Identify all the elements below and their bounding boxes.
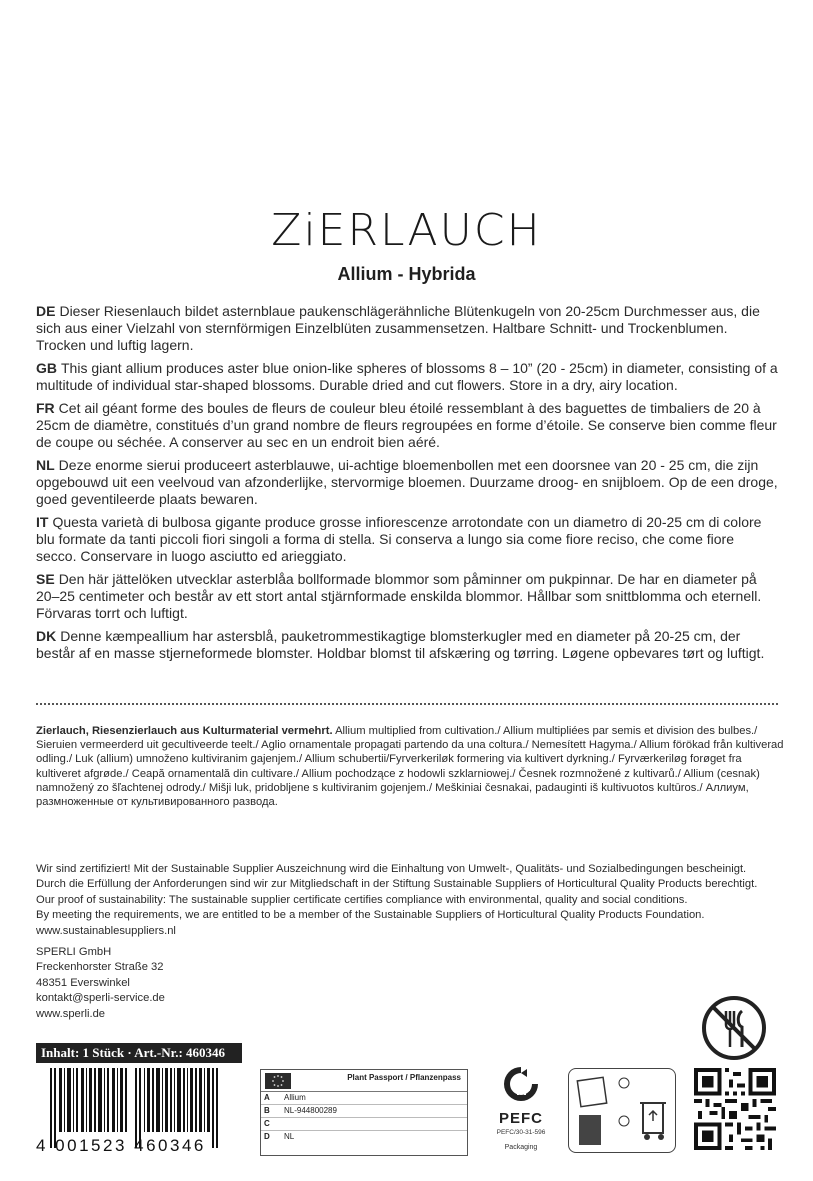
description-it: IT Questa varietà di bulbosa gigante produce grosse infiorescenze arrotondate con un diametro di 20-25 cm di colore blu formate da tanti piccoli fiori singoli a forma di stella. Si conserva a lungo sia come fiore reciso, che come fiore secco. Conservare in luogo asciutto ed arieggiato. [36,514,762,564]
content-label: Inhalt: 1 Stück · Art.-Nr.: 460346 [36,1043,242,1063]
description-gb: GB This giant allium produces aster blue onion-like spheres of blossoms 8 – 10” (20 - 25cm) in diameter, consisting of a multitude of individual star-shaped blossoms. Durable dried and cut flowers. Store in a dry, airy location. [36,360,778,393]
not-for-consumption-icon [699,993,769,1063]
dotted-divider [36,703,778,705]
passport-row: A Allium [261,1092,467,1105]
pefc-word: PEFC [498,1110,543,1127]
origin-statement: Zierlauch, Riesenzierlauch aus Kulturmaterial vermehrt. Allium multiplied from cultivation./ Allium multipliées par semis et division des bulbes./ Sieruien vermeerderd uit gecultiveerde teelt./ Aglio ornamentale propagati partendo da una coltura./ Nemesített Hagyma./ Allium förökad från kultiverad odling./ Luk (allium) umnoženo kultiviranim gajenjem./ Allium schubertii/Fyrverkeriløk formering via kultivert dyrkning./ Fyrværkeriløg forøget fra kultiveret afgrøde./ Ceapă ornamentală din cultivare./ Allium pochodzące z hodowli szklarniowej./ Česnek rozmnožené z kultivarů./ Allium (cesnak) namnožený zo šľachtenej odrody./ Mišji luk, pridobljene s kultiviranim gojenjem./ Meškiniai česnakai, padauginti iš kultivuotos kultūros./ Аллиум, размноженные от культивированного развода. [36,725,784,809]
pefc-packaging: Packaging [504,1144,538,1151]
product-subtitle: Allium - Hybrida [337,264,476,284]
description-fr: FR Cet ail géant forme des boules de fleurs de couleur bleu étoilé ressemblant à des baguettes de timbaliers de 20 à 25cm de diamètre, constitués d’un grand nombre de fleurs regroupées en forme d’étoile. Se conserve bien comme fleur de coupe ou séchée. A conserver au sec en un endroit bien aéré. [36,400,777,450]
product-title: ZiERLAUCH [271,205,542,256]
certification-text: Wir sind zertifiziert! Mit der Sustainable Supplier Auszeichnung wird die Einhaltung von Umwelt-, Qualitäts- und Sozialbedingungen bescheinigt. Durch die Erfüllung der Anforderungen sind wir zur Mitgliedschaft in der Stiftung Sustainable Suppliers of Horticultural Quality Products berechtigt. Our proof of sustainability: The sustainable supplier certificate certifies compliance with environmental, quality and social conditions. By meeting the requirements, we are entitled to be a member of the Sustainable Suppliers of Horticultural Quality Products Foundation. www.sustainablesuppliers.nl [36,862,796,939]
certification-link[interactable]: www.sustainablesuppliers.nl [36,924,176,937]
eu-flag-icon [265,1073,291,1089]
passport-title: Plant Passport / Pflanzenpass [347,1073,461,1082]
company-website[interactable]: www.sperli.de [36,1007,106,1020]
description-se: SE Den här jättelöken utvecklar asterblåa bollformade blommor som påminner om pukpinnar. De har en diameter på 20–25 centimeter och består av ett stort antal stjärnformade enskilda blommor. Hållbar som snittblomma och eternell. Förvaras torrt och luftigt. [36,571,762,621]
pefc-logo-icon [501,1065,541,1103]
description-dk: DK Denne kæmpeallium har astersblå, pauketrommestikagtige blomsterkugler med en diameter på 20-25 cm, der består af en masse stjerneformede blomster. Holdbar blomst til afskæring og tørring. Løgene opbevares tørt og luftigt. [36,628,765,661]
pefc-label [488,1065,554,1151]
passport-row: D NL [264,1132,295,1141]
plant-passport [260,1069,468,1156]
recycling-icon [568,1068,676,1153]
contact-email[interactable]: kontakt@sperli-service.de [36,992,165,1005]
descriptions [36,303,778,668]
pefc-code: PEFC/30-31-596 [496,1129,546,1136]
passport-row: C [261,1118,467,1131]
qr-code-icon [694,1068,776,1150]
description-de: DE Dieser Riesenlauch bildet asternblaue paukenschlägerähnliche Blütenkugeln von 20-25cm Durchmesser aus, die sich aus einer Vielzahl von sternförmigen Einzelblüten zusammensetzen. Haltbare Schnitt- und Trockenblumen. Trocken und luftig lagern. [36,303,760,353]
barcode-number: 4 001523 460346 [36,1136,206,1155]
passport-row: B NL-944800289 [261,1105,467,1118]
company-address: SPERLI GmbH Freckenhorster Straße 32 48351 Everswinkel kontakt@sperli-service.de www.sperli.de [36,945,165,1022]
description-nl: NL Deze enorme sierui produceert asterblauwe, ui-achtige bloemenbollen met een doorsnee van 20 - 25 cm, die zijn opgebouwd uit een veelvoud van afzonderlijke, stervormige bloemen. Duurzame droog- en snijbloem. Op de een droge, goed geventileerde plaats bewaren. [36,457,778,507]
